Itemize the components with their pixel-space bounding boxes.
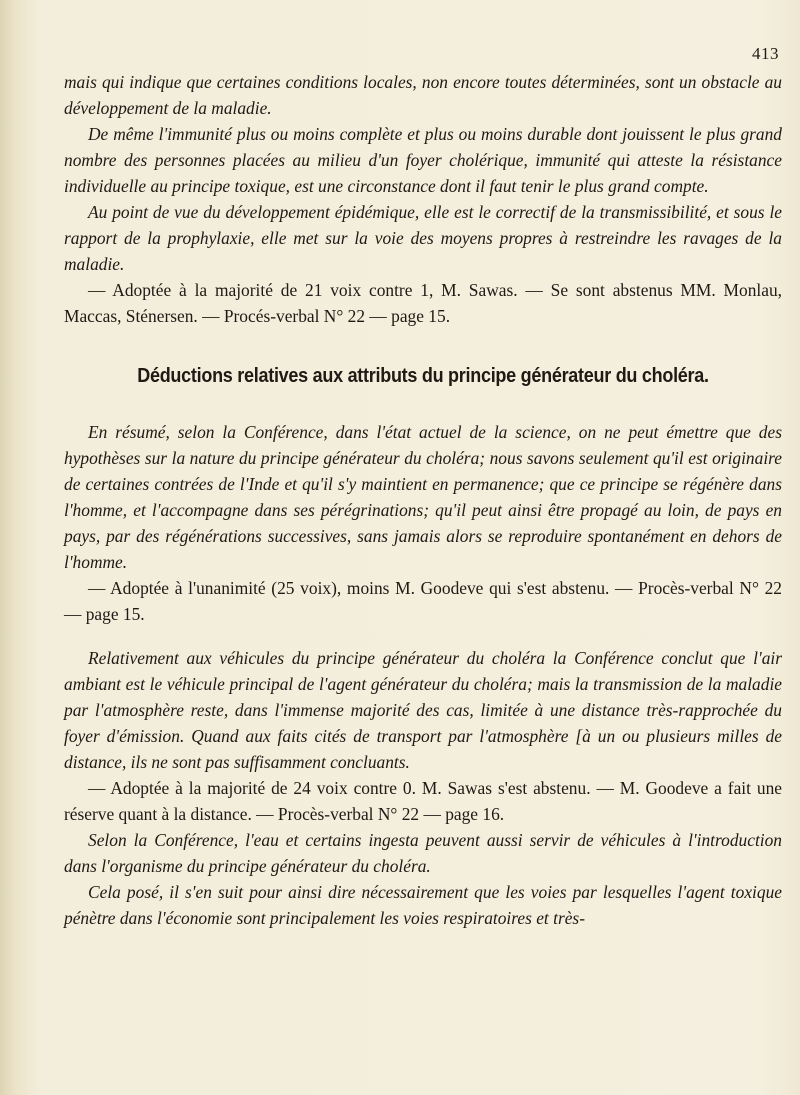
paragraph-vehicles: Relativement aux véhicules du principe générateur du choléra la Conférence conclut que l'air ambiant est le véhicule principal de l'agent générateur du choléra; mais la transmission de la maladie par l'atmosphère reste, dans l'immense majorité des cas, limitée à une distance très-rapprochée du foyer d'émission. Quand aux faits cités de transport par l'atmosphère [à un ou plusieurs milles de distance, ils ne sont pas suffisamment concluants. [64, 648, 782, 772]
paragraph-routes: Cela posé, il s'en suit pour ainsi dire nécessairement que les voies par lesquelles l'agent toxique pénètre dans l'économie sont principalement les voies respiratoires et très- [64, 882, 782, 928]
paragraph-water: Selon la Conférence, l'eau et certains ingesta peuvent aussi servir de véhicules à l'introduction dans l'organisme du principe générateur du choléra. [64, 830, 782, 876]
paragraph-immunity: De même l'immunité plus ou moins complète et plus ou moins durable dont jouissent le plus grand nombre des personnes placées au milieu d'un foyer cholérique, immunité qui atteste la résistance individuelle au principe toxique, est une circonstance dont il faut tenir le plus grand compte. [64, 124, 782, 196]
page-number: 413 [752, 44, 779, 63]
vote-note-1: — Adoptée à la majorité de 21 voix contre 1, M. Sawas. — Se sont abstenus MM. Monlau, Maccas, Sténersen. — Procés-verbal N° 22 — page 15. [64, 280, 782, 326]
vote-note-2: — Adoptée à l'unanimité (25 voix), moins M. Goodeve qui s'est abstenu. — Procès-verbal N° 22 — page 15. [64, 578, 782, 624]
section-heading: Déductions relatives aux attributs du principe générateur du choléra. [137, 365, 709, 387]
page-body [64, 69, 782, 931]
paragraph-epidemic: Au point de vue du développement épidémique, elle est le correctif de la transmissibilité, et sous le rapport de la prophylaxie, elle met sur la voie des moyens propres à restreindre les ravages de la maladie. [64, 202, 782, 274]
vote-note-3: — Adoptée à la majorité de 24 voix contre 0. M. Sawas s'est abstenu. — M. Goodeve a fait une réserve quant à la distance. — Procès-verbal N° 22 — page 16. [64, 778, 782, 824]
paragraph-summary: En résumé, selon la Conférence, dans l'état actuel de la science, on ne peut émettre que des hypothèses sur la nature du principe générateur du choléra; nous savons seulement qu'il est originaire de certaines contrées de l'Inde et qu'il s'y maintient en permanence; que ce principe se régénère dans l'homme, et l'accompagne dans ses pérégrinations; qu'il peut ainsi être propagé au loin, de pays en pays, par des régénérations successives, sans jamais alors se reproduire spontanément en dehors de l'homme. [64, 422, 782, 572]
paragraph-continuation: mais qui indique que certaines conditions locales, non encore toutes déterminées, sont un obstacle au développement de la maladie. [64, 72, 782, 118]
